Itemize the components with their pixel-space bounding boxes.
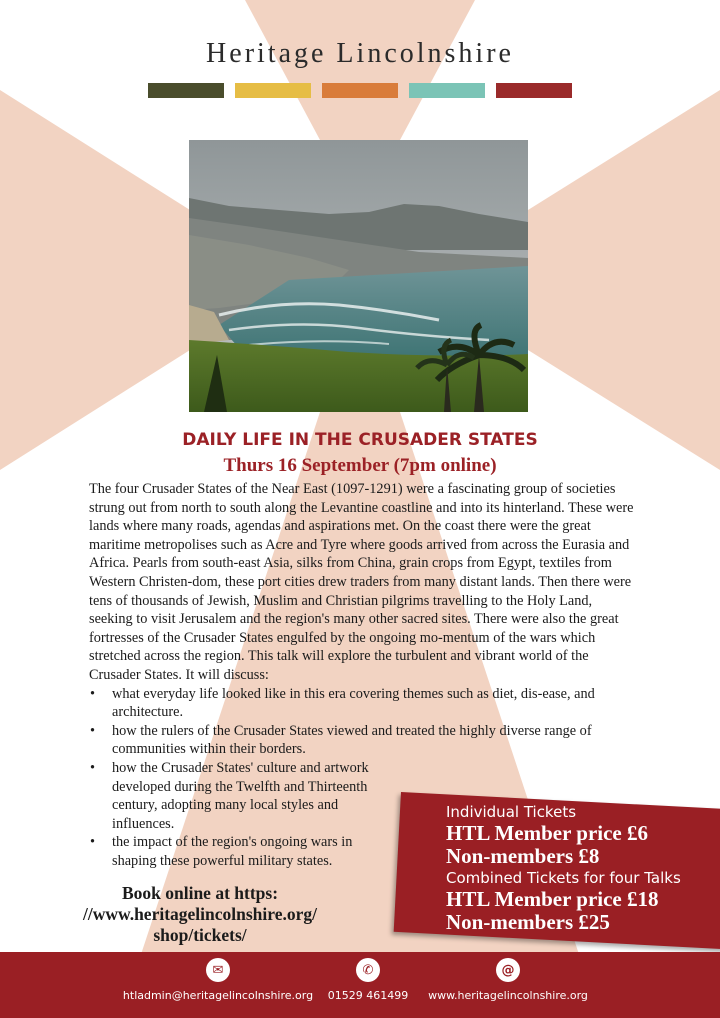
cross-arm-top [245, 0, 475, 140]
individual-non-member-price: Non-members £8 [446, 844, 600, 868]
brand-bar-orange [322, 83, 398, 98]
list-item: • the impact of the region's ongoing wars in shaping these powerful military states. [89, 833, 372, 870]
cross-arm-right [528, 90, 720, 470]
list-item: • what everyday life looked like in this era covering themes such as diet, dis-ease, and architecture. [89, 685, 639, 722]
footer-phone[interactable] [318, 958, 418, 1002]
brand-color-bars [148, 83, 572, 98]
combined-non-member-price: Non-members £25 [446, 910, 610, 934]
envelope-icon: ✉ [206, 958, 230, 982]
brand-bar-yellow [235, 83, 311, 98]
organisation-name: Heritage Lincolnshire [206, 38, 514, 69]
individual-tickets-heading: Individual Tickets [446, 803, 577, 821]
booking-line-2: //www.heritagelincolnshire.org/ [83, 904, 317, 924]
footer-website-text: www.heritagelincolnshire.org [428, 989, 588, 1002]
footer-email-text: htladmin@heritagelincolnshire.org [122, 989, 314, 1002]
footer-phone-text: 01529 461499 [327, 989, 409, 1002]
brand-bar-olive [148, 83, 224, 98]
combined-tickets-heading: Combined Tickets for four Talks [446, 869, 681, 887]
footer-website[interactable] [418, 958, 598, 1002]
phone-icon: ✆ [356, 958, 380, 982]
ticket-prices [446, 802, 681, 934]
event-description: The four Crusader States of the Near East (1097-1291) were a fascinating group of societies strung out from north to south along the Levantine coastline and into its hinterland. These were lands where many roads, agendas and aspirations met. On the coast there were the great maritime metropolises such as Acre and Tyre where goods arrived from across the Eurasia and Africa. Pearls from south-east Asia, silks from China, grain crops from Egypt, textiles from Western Christen-dom, these port cities drew traders from many distant lands. Then there were tens of thousands of Jewish, Muslim and Christian pilgrims travelling to the Holy Land, seeking to visit Jerusalem and the region's many other sacred sites. There were also the great fortresses of the Crusader States engulfed by the ongoing mo-mentum of the wars which stretched across the region. This talk will explore the turbulent and vibrant world of the Crusader States. It will discuss: [89, 481, 634, 683]
list-item: • how the rulers of the Crusader States viewed and treated the highly diverse range of communities within their borders. [89, 722, 639, 759]
brand-bar-teal [409, 83, 485, 98]
booking-line-3: shop/tickets/ [153, 925, 247, 945]
individual-member-price: HTL Member price £6 [446, 821, 648, 845]
footer-contact-bar [0, 952, 720, 1018]
event-title: DAILY LIFE IN THE CRUSADER STATES [182, 430, 538, 450]
event-date: Thurs 16 September (7pm online) [223, 455, 497, 476]
footer-email[interactable] [118, 958, 318, 1002]
coastline-photo [189, 140, 528, 412]
brand-bar-red [496, 83, 572, 98]
booking-link[interactable] [40, 883, 360, 946]
combined-member-price: HTL Member price £18 [446, 887, 659, 911]
at-sign-icon: @ [496, 958, 520, 982]
list-item: • how the Crusader States' culture and artwork developed during the Twelfth and Thirteenth century, adopting many local styles and influences. [89, 759, 402, 833]
booking-line-1: Book online at https: [121, 883, 279, 903]
cross-arm-left [0, 90, 190, 470]
